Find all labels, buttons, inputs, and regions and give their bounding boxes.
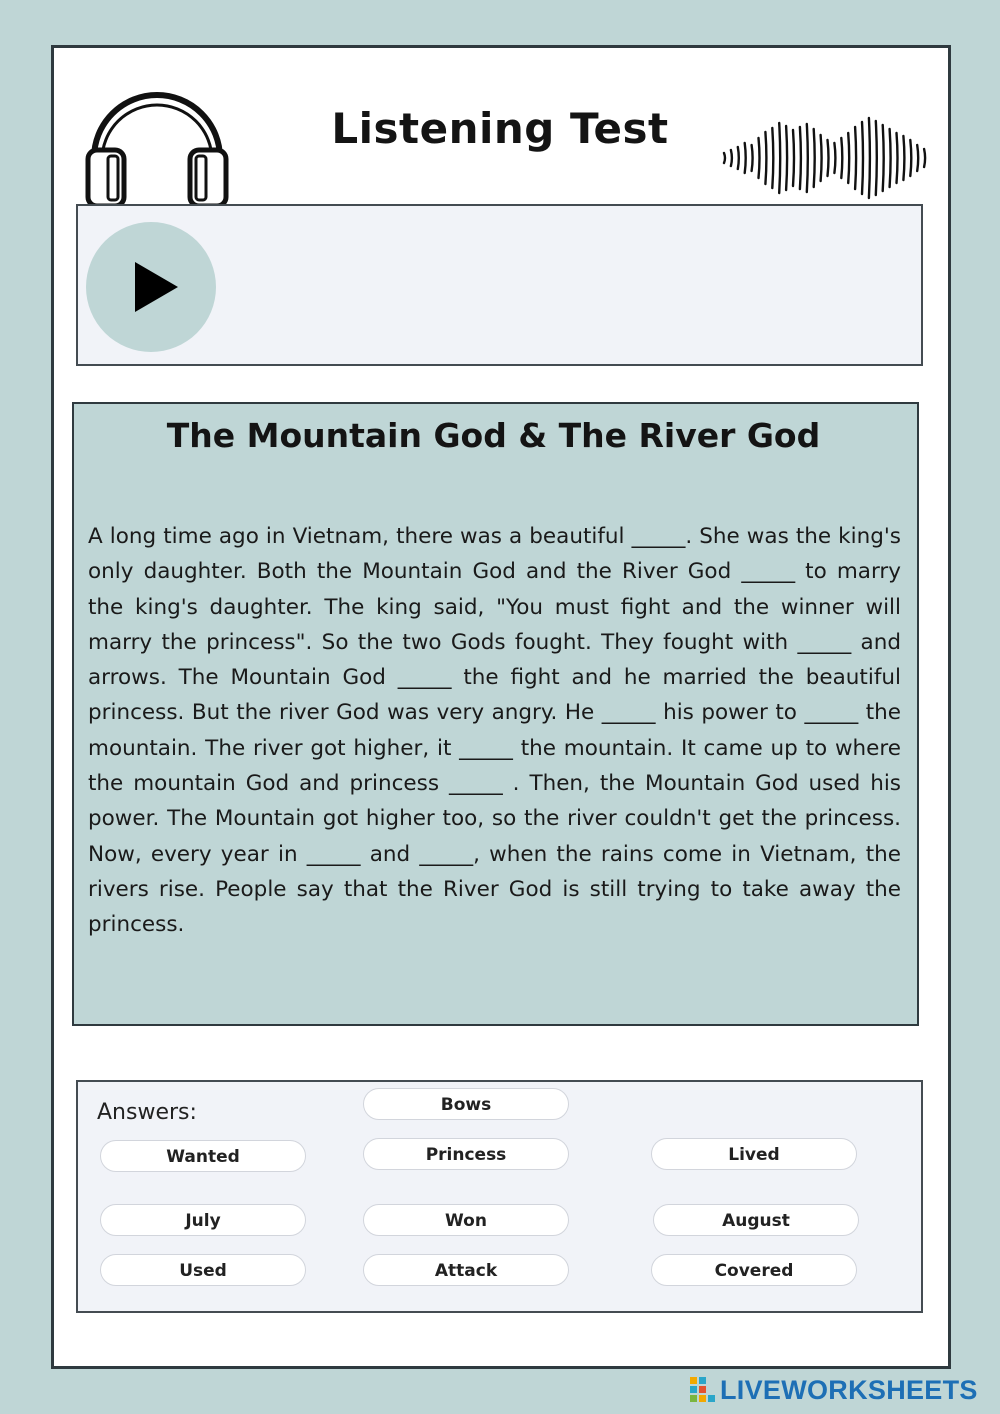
answer-chip-lived[interactable]: Lived bbox=[651, 1138, 857, 1170]
answer-chip-august[interactable]: August bbox=[653, 1204, 859, 1236]
play-button[interactable] bbox=[86, 222, 216, 352]
story-text: A long time ago in Vietnam, there was a beautiful _____. She was the king's only daughter. Both the Mountain God and the River God _____ to marry the king's daughter. The king said, "You must fight and the winner will marry the princess". So the two Gods fought. They fought with _____ and arrows. The Mountain God _____ the fight and he married the beautiful princess. But the river God was very angry. He _____ his power to _____ the mountain. The river got higher, it _____ the mountain. It came up to where the mountain God and princess _____ . Then, the Mountain God used his power. The Mountain got higher too, so the river couldn't get the princess. Now, every year in _____ and _____, when the rains come in Vietnam, the rivers rise. People say that the River God is still trying to take away the princess. bbox=[88, 524, 901, 938]
logo-text: LIVEWORKSHEETS bbox=[720, 1374, 978, 1405]
page-title: Listening Test bbox=[331, 104, 669, 153]
liveworksheets-logo-icon bbox=[690, 1377, 716, 1403]
answer-chip-princess[interactable]: Princess bbox=[363, 1138, 569, 1170]
answer-chip-wanted[interactable]: Wanted bbox=[100, 1140, 306, 1172]
answer-chip-july[interactable]: July bbox=[100, 1204, 306, 1236]
answer-chip-covered[interactable]: Covered bbox=[651, 1254, 857, 1286]
answers-label: Answers: bbox=[97, 1100, 197, 1125]
answer-chip-used[interactable]: Used bbox=[100, 1254, 306, 1286]
answer-chip-won[interactable]: Won bbox=[363, 1204, 569, 1236]
answer-chip-bows[interactable]: Bows bbox=[363, 1088, 569, 1120]
story-title: The Mountain God & The River God bbox=[166, 416, 821, 455]
liveworksheets-logo[interactable] bbox=[690, 1373, 978, 1407]
soundwave-icon bbox=[720, 116, 930, 206]
play-icon bbox=[86, 222, 216, 352]
answer-chip-attack[interactable]: Attack bbox=[363, 1254, 569, 1286]
